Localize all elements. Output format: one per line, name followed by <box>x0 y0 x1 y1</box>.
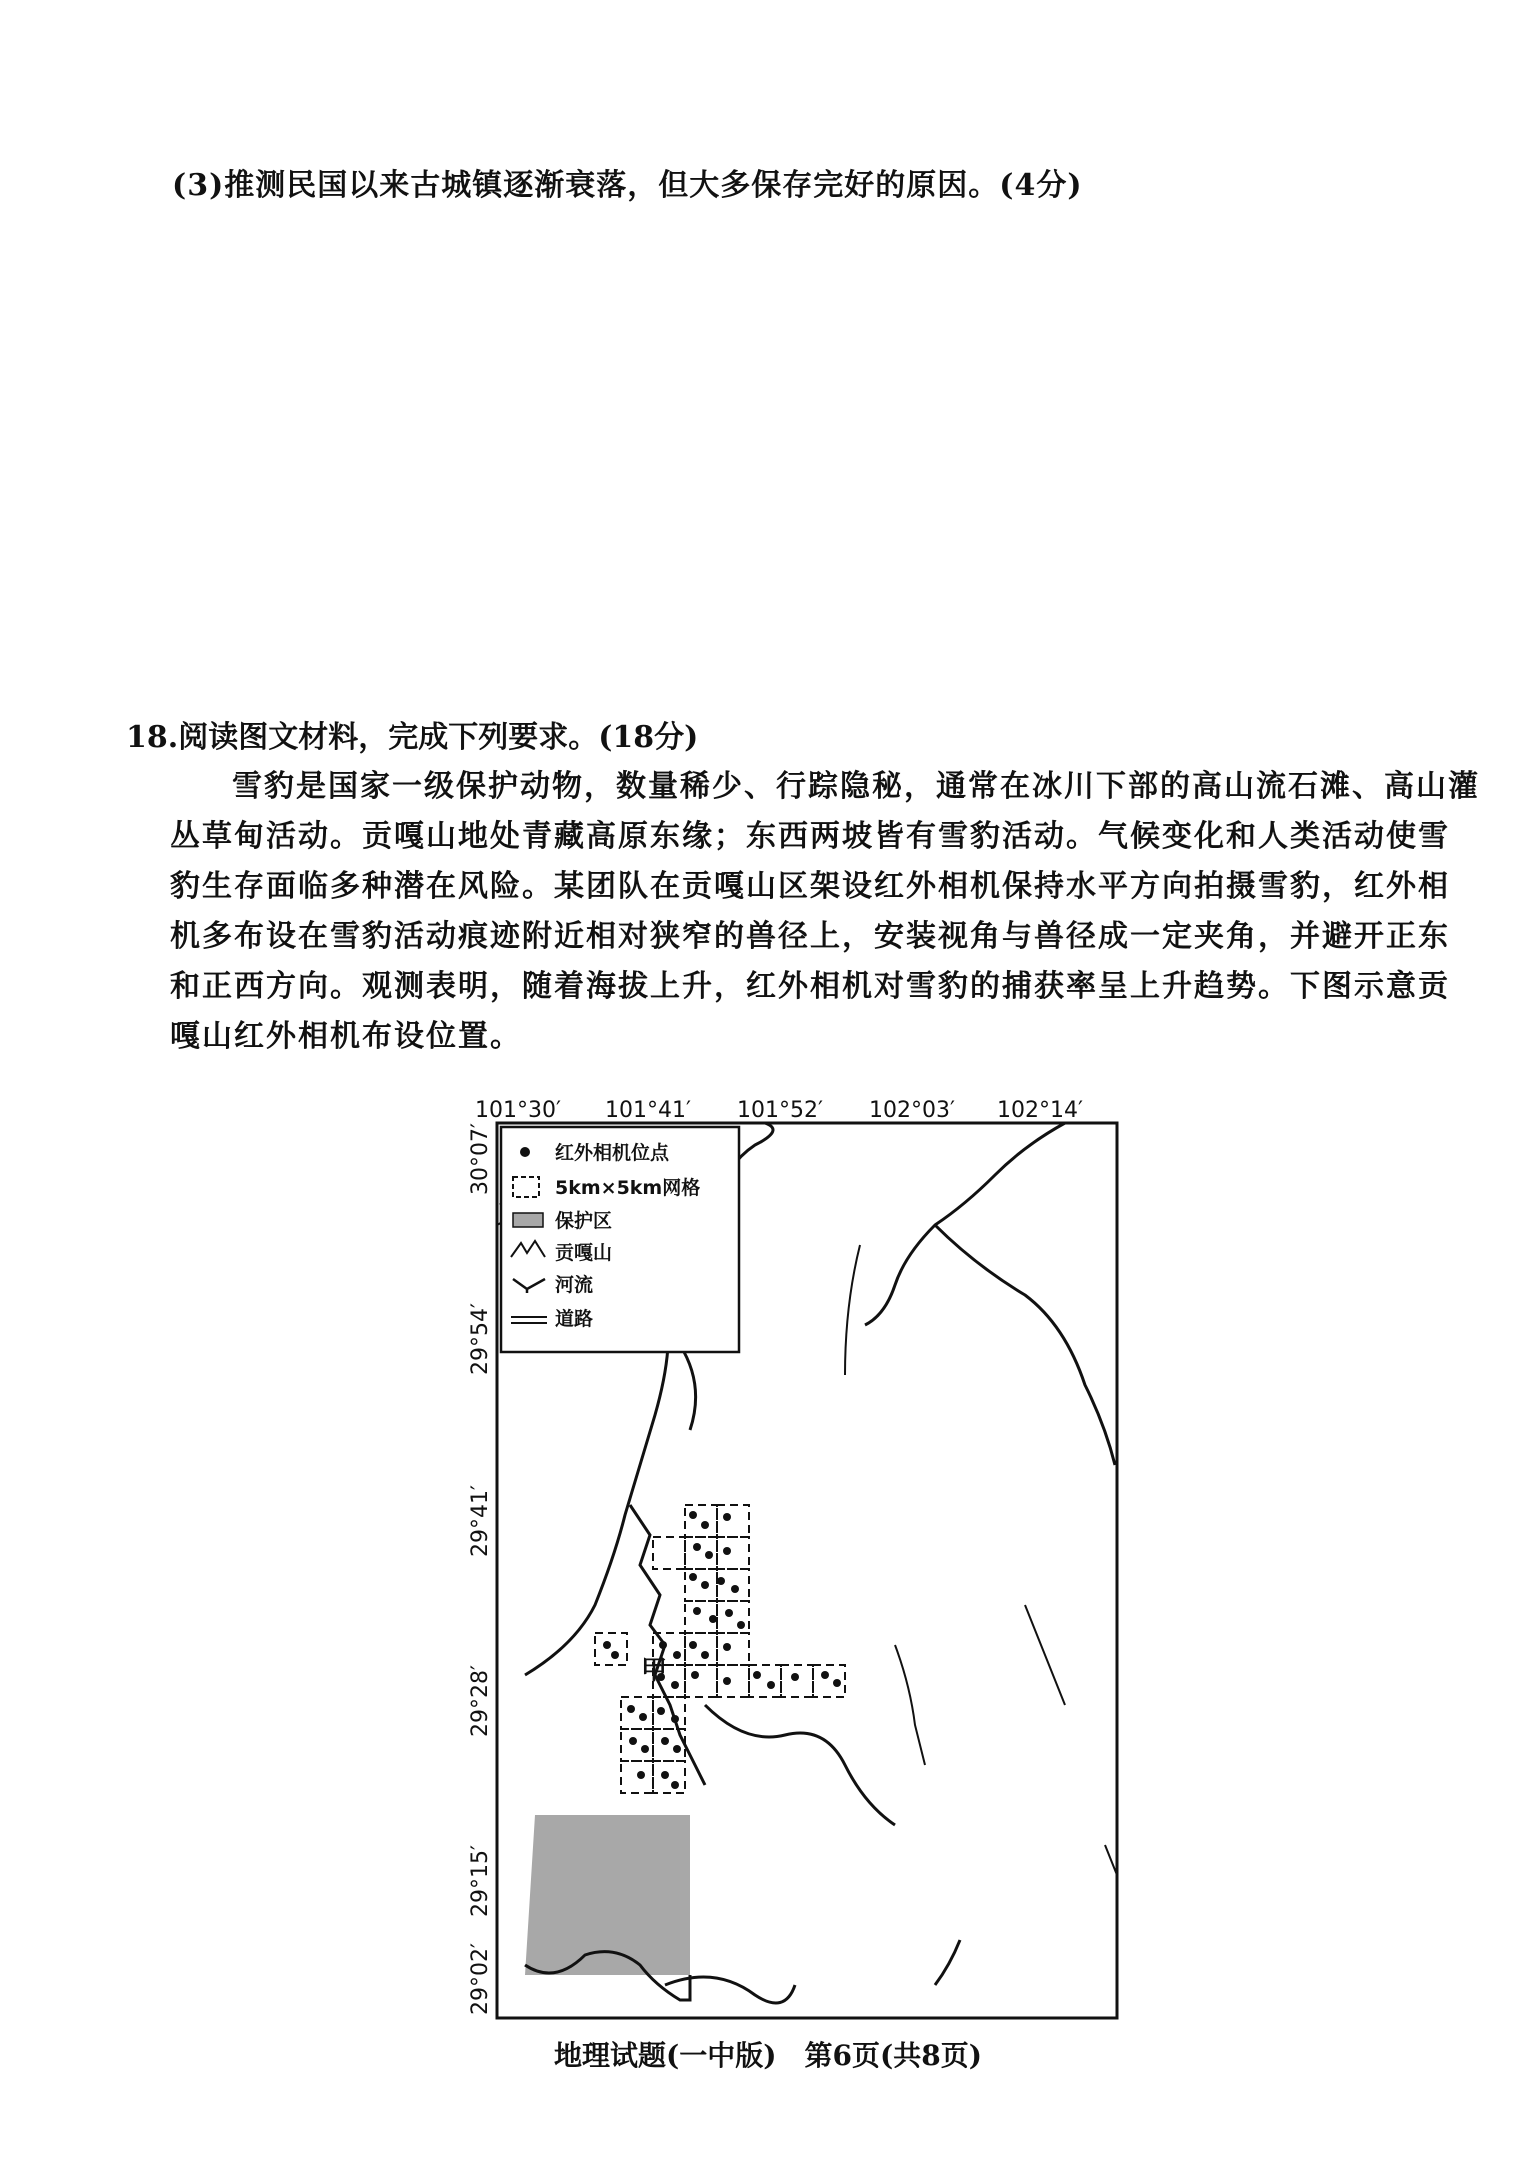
lon-label: 101°41′ <box>605 1098 691 1123</box>
question-18-passage <box>170 762 1480 1062</box>
river-line <box>935 1225 1115 1465</box>
map-legend <box>501 1127 739 1352</box>
grid-squares <box>595 1505 845 1793</box>
question-3: (3)推测民国以来古城镇逐渐衰落，但大多保存完好的原因。(4分) <box>172 168 1083 203</box>
lat-label: 29°54′ <box>468 1303 493 1375</box>
passage-line: 雪豹是国家一级保护动物，数量稀少、行踪隐秘，通常在冰川下部的高山流石滩、高山灌 <box>232 769 1480 804</box>
lat-label: 29°15′ <box>468 1845 493 1917</box>
camera-dots <box>603 1511 841 1789</box>
reserve-fill-icon <box>513 1213 543 1227</box>
gongga-camera-map <box>465 1085 1125 2025</box>
lat-label: 30°07′ <box>468 1123 493 1195</box>
passage-line: 嘎山红外相机布设位置。 <box>170 1019 522 1054</box>
river-line <box>845 1245 860 1375</box>
legend-label: 保护区 <box>555 1210 613 1232</box>
question-18-heading: 18.阅读图文材料，完成下列要求。(18分) <box>126 720 699 755</box>
lon-label: 101°52′ <box>737 1098 823 1123</box>
lon-label: 101°30′ <box>475 1098 561 1123</box>
camera-dot-icon <box>520 1147 530 1157</box>
legend-label: 贡嘎山 <box>555 1242 613 1264</box>
lon-label: 102°14′ <box>997 1098 1083 1123</box>
passage-line: 豹生存面临多种潜在风险。某团队在贡嘎山区架设红外相机保持水平方向拍摄雪豹，红外相 <box>170 869 1450 904</box>
passage-line: 和正西方向。观测表明，随着海拔上升，红外相机对雪豹的捕获率呈上升趋势。下图示意贡 <box>170 969 1450 1004</box>
legend-label: 红外相机位点 <box>555 1142 670 1164</box>
lat-label: 29°28′ <box>468 1665 493 1737</box>
legend-label: 5km×5km网格 <box>555 1177 701 1199</box>
lon-label: 102°03′ <box>869 1098 955 1123</box>
legend-label: 道路 <box>555 1308 594 1330</box>
lat-label: 29°02′ <box>468 1943 493 2015</box>
map-svg <box>465 1085 1125 2025</box>
page-footer: 地理试题(一中版) 第6页(共8页) <box>554 2039 982 2072</box>
river-line <box>865 1123 1065 1325</box>
lat-label: 29°41′ <box>468 1485 493 1557</box>
river-line <box>705 1705 895 1825</box>
river-line <box>895 1645 925 1765</box>
passage-line: 丛草甸活动。贡嘎山地处青藏高原东缘；东西两坡皆有雪豹活动。气候变化和人类活动使雪 <box>170 819 1450 854</box>
passage-line: 机多布设在雪豹活动痕迹附近相对狭窄的兽径上，安装视角与兽径成一定夹角，并避开正东 <box>170 919 1450 954</box>
river-line <box>1025 1605 1065 1705</box>
river-line <box>1105 1845 1117 1875</box>
river-line <box>935 1940 960 1985</box>
place-label: 甲 <box>641 1656 668 1686</box>
legend-label: 河流 <box>555 1274 594 1296</box>
